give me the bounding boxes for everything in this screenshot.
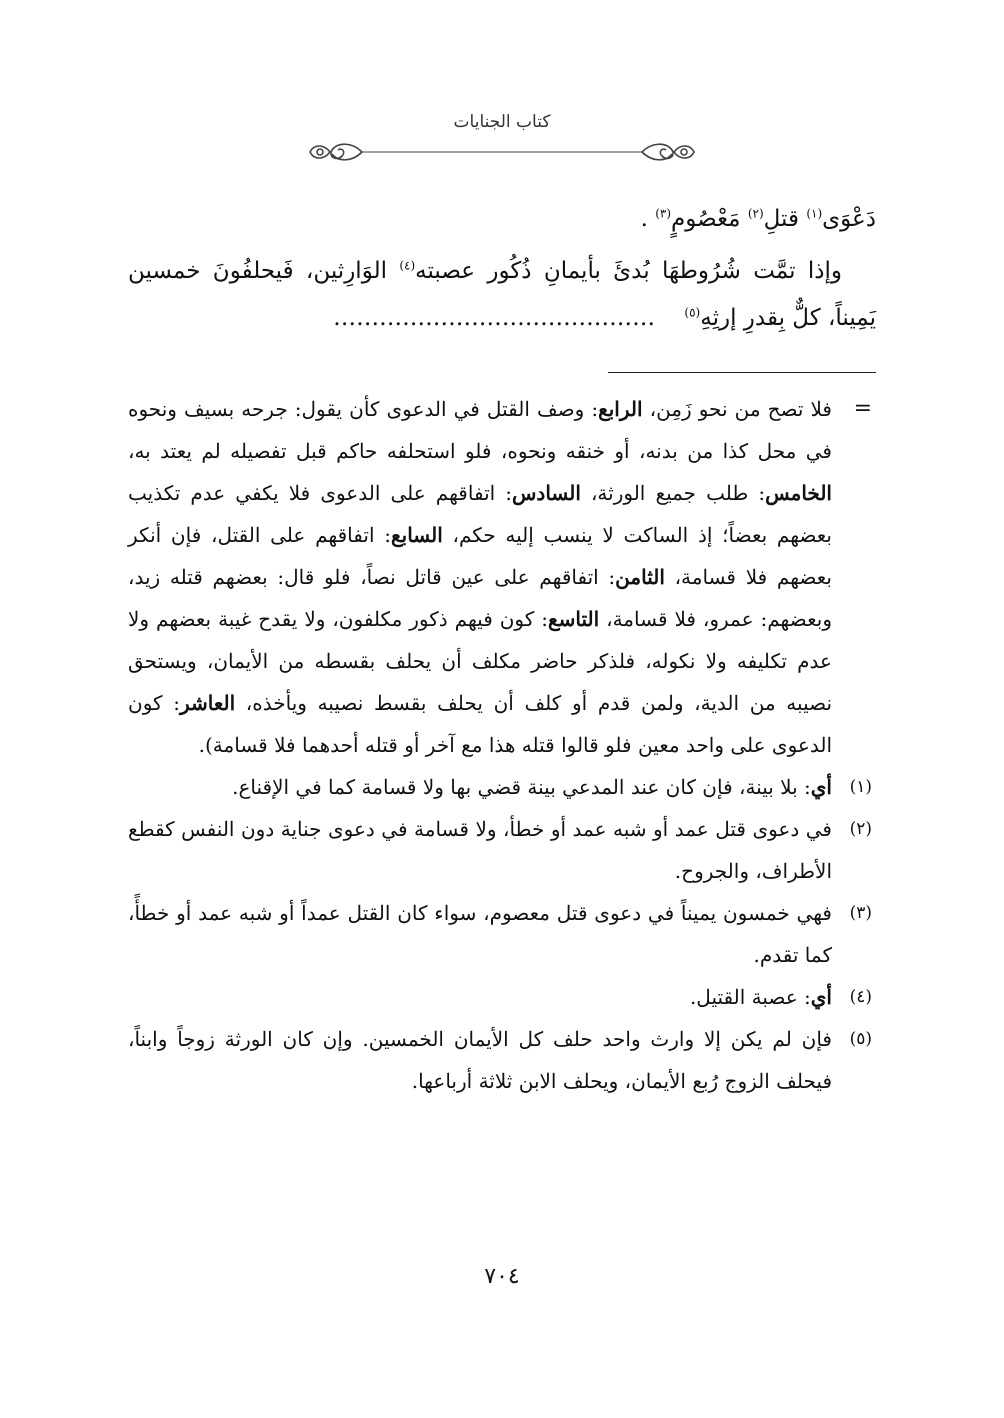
footnote-number: (٥) — [849, 1029, 872, 1049]
footnote-ref-4: (٤) — [399, 258, 416, 273]
footnote-ref-2: (٢) — [747, 206, 764, 221]
main-line-1 — [128, 196, 876, 243]
footnote-5 — [128, 1018, 876, 1102]
note-text: : وصف القتل في الدعوى كأن يقول: جرحه بسيف ونحوه في محل كذا من بدنه، أو خنقه ونحوه، فلو استحلفه حاكم قبل تفصيله لم يعتد به، — [128, 397, 832, 463]
ordinal-heading: السابع — [390, 523, 443, 547]
main-text-a: وإذا تمَّت شُرُوطهَا بُدئَ بأيمانِ ذُكُور عصبته — [415, 258, 842, 284]
note-text: فإن لم يكن إلا وارث واحد حلف كل الأيمان الخمسين. وإن كان الورثة زوجاً وابناً، فيحلف الزوج رُبع الأيمان، ويحلف الابن ثلاثة أرباعها. — [128, 1027, 832, 1093]
footnote-separator — [608, 372, 876, 373]
footnote-continuation — [128, 388, 876, 766]
footnote-4 — [128, 976, 876, 1018]
main-text-b: الوَارِثين، فَيحلفُونَ خمسين يَمِيناً، كلٌّ بِقدرِ إرثِهِ — [128, 258, 876, 331]
running-header — [300, 108, 704, 172]
footnote-2 — [128, 808, 876, 892]
footnote-number: (٤) — [849, 987, 872, 1007]
ordinal-heading: التاسع — [547, 607, 600, 631]
note-text: في دعوى قتل عمد أو شبه عمد أو خطأ، ولا قسامة في دعوى جناية دون النفس كقطع الأطراف، والجروح. — [128, 817, 832, 883]
line-end-dot: . — [640, 206, 648, 232]
footnote-1 — [128, 766, 876, 808]
ordinal-heading: الرابع — [598, 397, 643, 421]
ordinal-heading: أي — [810, 775, 832, 799]
note-text: فهي خمسون يميناً في دعوى قتل معصوم، سواء كان القتل عمداً أو شبه عمد أو خطأً، كما تقدم. — [128, 901, 832, 967]
continuation-text — [128, 397, 832, 757]
word-qatl: قتلِ — [763, 206, 799, 232]
footnote-ref-5: (٥) — [684, 305, 701, 320]
footnote-3 — [128, 892, 876, 976]
word-dawa: دَعْوَى — [822, 206, 876, 232]
note-text: : طلب جميع الورثة، — [580, 481, 766, 505]
note-text: : اتفاقهم على الدعوى فلا يكفي عدم تكذيب بعضهم بعضاً؛ إذ الساكت لا ينسب إليه حكم، — [128, 481, 832, 547]
note-text: : بلا بينة، فإن كان عند المدعي بينة قضي بها ولا قسامة كما في الإقناع. — [232, 775, 811, 799]
main-paragraph — [128, 248, 876, 342]
ornament-divider-icon — [300, 138, 704, 168]
header-title: كتاب الجنايات — [453, 112, 551, 132]
footnote-number: (١) — [849, 777, 872, 797]
footnote-number: (٢) — [849, 819, 872, 839]
note-text: : اتفاقهم على عين قاتل نصاً، فلو قال: بعضهم قتله زيد، وبعضهم: عمرو، فلا قسامة، — [128, 565, 832, 631]
continuation-marker: = — [853, 396, 872, 421]
page-number: ٧٠٤ — [484, 1264, 520, 1289]
word-masum: مَعْصُومٍ — [671, 206, 741, 232]
note-text: : اتفاقهم على القتل، فإن أنكر بعضهم فلا قسامة، — [128, 523, 832, 589]
footnotes-section — [128, 388, 876, 1102]
ordinal-heading: السادس — [512, 481, 581, 505]
note-text: : كون الدعوى على واحد معين فلو قالوا قتله هذا مع آخر أو قتله أحدهما فلا قسامة). — [128, 691, 832, 757]
footnote-list — [128, 766, 876, 1102]
note-text: : كون فيهم ذكور مكلفون، ولا يقدح غيبة بعضهم ولا عدم تكليفه ولا نكوله، فلذكر حاضر مكلف أن يحلف بقسطه من الأيمان، ويستحق نصيبه من الدية، ولمن قدم أو كلف أن يحلف بقسط نصيبه ويأخذه، — [128, 607, 833, 715]
ordinal-heading: العاشر — [179, 691, 236, 715]
footnote-ref-1: (١) — [806, 206, 823, 221]
main-text — [128, 196, 876, 342]
note-text: : عصبة القتيل. — [689, 985, 811, 1009]
ordinal-heading: الخامس — [765, 481, 832, 505]
dotted-filler: …………………………………… — [333, 305, 656, 331]
footnote-number: (٣) — [849, 903, 872, 923]
ordinal-heading: الثامن — [615, 565, 665, 589]
footnote-ref-3: (٣) — [655, 206, 672, 221]
note-text: فلا تصح من نحو زَمِن، — [642, 397, 832, 421]
ordinal-heading: أي — [810, 985, 832, 1009]
